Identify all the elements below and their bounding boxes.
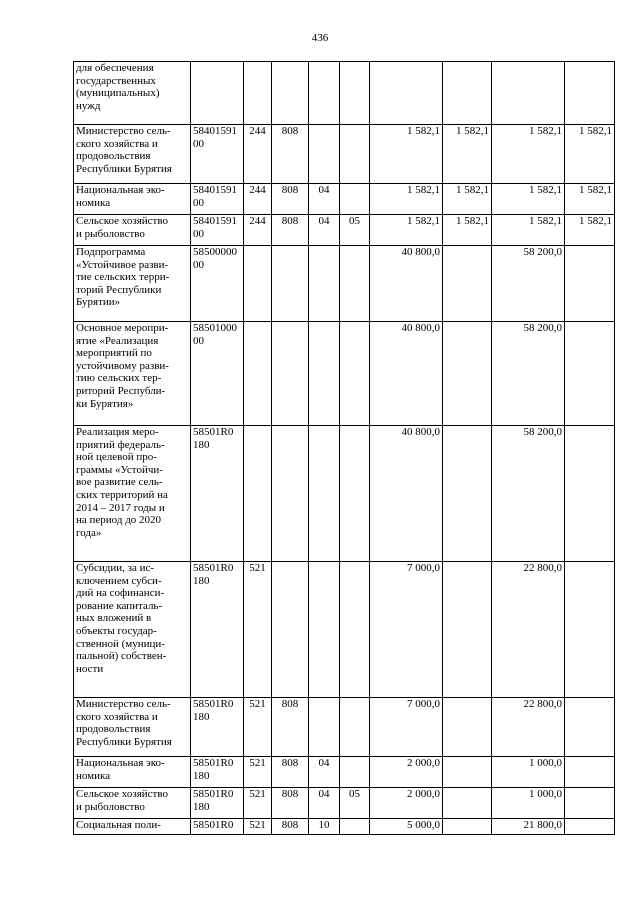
row-pr (340, 698, 370, 757)
row-name: Подпрограмма «Устойчивое разви- тие сельских терри- торий Республики Бурятии» (74, 246, 191, 322)
row-value-2: 1 582,1 (443, 215, 492, 246)
row-grbs (272, 426, 309, 562)
table-row (74, 819, 615, 835)
row-value-4 (565, 819, 615, 835)
row-grbs: 808 (272, 757, 309, 788)
row-value-2: 1 582,1 (443, 125, 492, 184)
row-value-1: 40 800,0 (370, 246, 443, 322)
table-row (74, 426, 615, 562)
row-value-3: 58 200,0 (492, 426, 565, 562)
row-value-1: 40 800,0 (370, 322, 443, 426)
row-rz: 04 (309, 757, 340, 788)
row-vr: 521 (244, 788, 272, 819)
row-name: Сельское хозяйство и рыболовство (74, 215, 191, 246)
row-value-4 (565, 757, 615, 788)
row-vr: 521 (244, 819, 272, 835)
row-rz (309, 698, 340, 757)
row-value-1: 1 582,1 (370, 125, 443, 184)
row-value-1: 5 000,0 (370, 819, 443, 835)
row-code: 58501R0 180 (191, 698, 244, 757)
row-grbs (272, 246, 309, 322)
row-value-3: 22 800,0 (492, 698, 565, 757)
row-vr: 244 (244, 184, 272, 215)
table-row (74, 246, 615, 322)
table-row (74, 215, 615, 246)
row-grbs (272, 62, 309, 125)
row-value-1: 2 000,0 (370, 757, 443, 788)
row-pr (340, 322, 370, 426)
row-code: 58501R0 180 (191, 562, 244, 698)
row-value-1: 7 000,0 (370, 562, 443, 698)
row-value-2 (443, 757, 492, 788)
row-value-3: 1 582,1 (492, 215, 565, 246)
row-value-4 (565, 698, 615, 757)
row-vr (244, 322, 272, 426)
row-name: Национальная эко- номика (74, 184, 191, 215)
row-name: Министерство сель- ского хозяйства и продовольствия Республики Бурятия (74, 698, 191, 757)
row-pr (340, 246, 370, 322)
row-vr: 244 (244, 215, 272, 246)
row-pr (340, 757, 370, 788)
row-code: 58501R0 180 (191, 788, 244, 819)
row-name: для обеспечения государственных (муниципальных) нужд (74, 62, 191, 125)
row-value-1: 1 582,1 (370, 184, 443, 215)
row-vr: 521 (244, 757, 272, 788)
row-name: Основное меропри- ятие «Реализация мероприятий по устойчивому разви- тию сельских тер- риторий Республи- ки Бурятия» (74, 322, 191, 426)
budget-table (73, 61, 615, 835)
row-value-3: 1 582,1 (492, 125, 565, 184)
row-name: Реализация меро- приятий федераль- ной целевой про- граммы «Устойчи- вое развитие сель- ских территорий на 2014 – 2017 годы и на период до 2020 года» (74, 426, 191, 562)
row-name: Социальная поли- (74, 819, 191, 835)
row-value-4 (565, 246, 615, 322)
row-value-3: 58 200,0 (492, 322, 565, 426)
row-code: 58500000 00 (191, 246, 244, 322)
row-value-1: 7 000,0 (370, 698, 443, 757)
table-row (74, 698, 615, 757)
row-value-3: 1 000,0 (492, 788, 565, 819)
row-grbs (272, 322, 309, 426)
row-pr (340, 62, 370, 125)
row-vr (244, 246, 272, 322)
row-pr: 05 (340, 215, 370, 246)
row-value-4: 1 582,1 (565, 215, 615, 246)
row-value-2: 1 582,1 (443, 184, 492, 215)
row-pr (340, 184, 370, 215)
row-value-2 (443, 562, 492, 698)
table-row (74, 322, 615, 426)
row-rz (309, 562, 340, 698)
row-value-2 (443, 698, 492, 757)
row-value-4 (565, 322, 615, 426)
row-grbs: 808 (272, 184, 309, 215)
row-pr (340, 562, 370, 698)
page-number: 436 (311, 32, 329, 44)
table-row (74, 562, 615, 698)
row-grbs: 808 (272, 215, 309, 246)
row-pr: 05 (340, 788, 370, 819)
row-value-2 (443, 426, 492, 562)
row-code (191, 62, 244, 125)
row-vr: 521 (244, 562, 272, 698)
row-value-4 (565, 426, 615, 562)
row-vr (244, 62, 272, 125)
row-value-2 (443, 62, 492, 125)
table-row (74, 184, 615, 215)
row-vr: 244 (244, 125, 272, 184)
row-name: Субсидии, за ис- ключением субси- дий на софинанси- рование капиталь- ных вложений в объекты государ- ственной (муници- пальной) собствен- ности (74, 562, 191, 698)
row-name: Министерство сель- ского хозяйства и продовольствия Республики Бурятия (74, 125, 191, 184)
row-code: 58501R0 180 (191, 426, 244, 562)
row-code: 58401591 00 (191, 215, 244, 246)
row-rz: 10 (309, 819, 340, 835)
row-value-3: 21 800,0 (492, 819, 565, 835)
table-row (74, 757, 615, 788)
row-rz: 04 (309, 788, 340, 819)
row-value-2 (443, 819, 492, 835)
row-grbs: 808 (272, 819, 309, 835)
row-rz: 04 (309, 215, 340, 246)
row-vr (244, 426, 272, 562)
row-value-1: 1 582,1 (370, 215, 443, 246)
table-row (74, 125, 615, 184)
row-rz (309, 246, 340, 322)
row-name: Сельское хозяйство и рыболовство (74, 788, 191, 819)
row-grbs: 808 (272, 788, 309, 819)
row-value-3: 1 582,1 (492, 184, 565, 215)
row-pr (340, 426, 370, 562)
row-value-3: 1 000,0 (492, 757, 565, 788)
row-value-2 (443, 322, 492, 426)
row-value-3 (492, 62, 565, 125)
table-row (74, 788, 615, 819)
row-pr (340, 819, 370, 835)
row-value-4 (565, 788, 615, 819)
row-value-4 (565, 62, 615, 125)
row-code: 58501R0 180 (191, 757, 244, 788)
row-value-1 (370, 62, 443, 125)
row-pr (340, 125, 370, 184)
row-value-1: 2 000,0 (370, 788, 443, 819)
row-grbs: 808 (272, 125, 309, 184)
row-value-3: 22 800,0 (492, 562, 565, 698)
row-value-1: 40 800,0 (370, 426, 443, 562)
row-rz (309, 322, 340, 426)
row-value-4 (565, 562, 615, 698)
row-code: 58401591 00 (191, 125, 244, 184)
row-code: 58501000 00 (191, 322, 244, 426)
table-row (74, 62, 615, 125)
row-value-2 (443, 788, 492, 819)
row-rz (309, 125, 340, 184)
row-rz (309, 426, 340, 562)
row-code: 58401591 00 (191, 184, 244, 215)
row-value-2 (443, 246, 492, 322)
row-value-4: 1 582,1 (565, 125, 615, 184)
row-rz (309, 62, 340, 125)
row-value-3: 58 200,0 (492, 246, 565, 322)
row-code: 58501R0 (191, 819, 244, 835)
row-rz: 04 (309, 184, 340, 215)
row-vr: 521 (244, 698, 272, 757)
row-grbs: 808 (272, 698, 309, 757)
row-name: Национальная эко- номика (74, 757, 191, 788)
row-grbs (272, 562, 309, 698)
row-value-4: 1 582,1 (565, 184, 615, 215)
